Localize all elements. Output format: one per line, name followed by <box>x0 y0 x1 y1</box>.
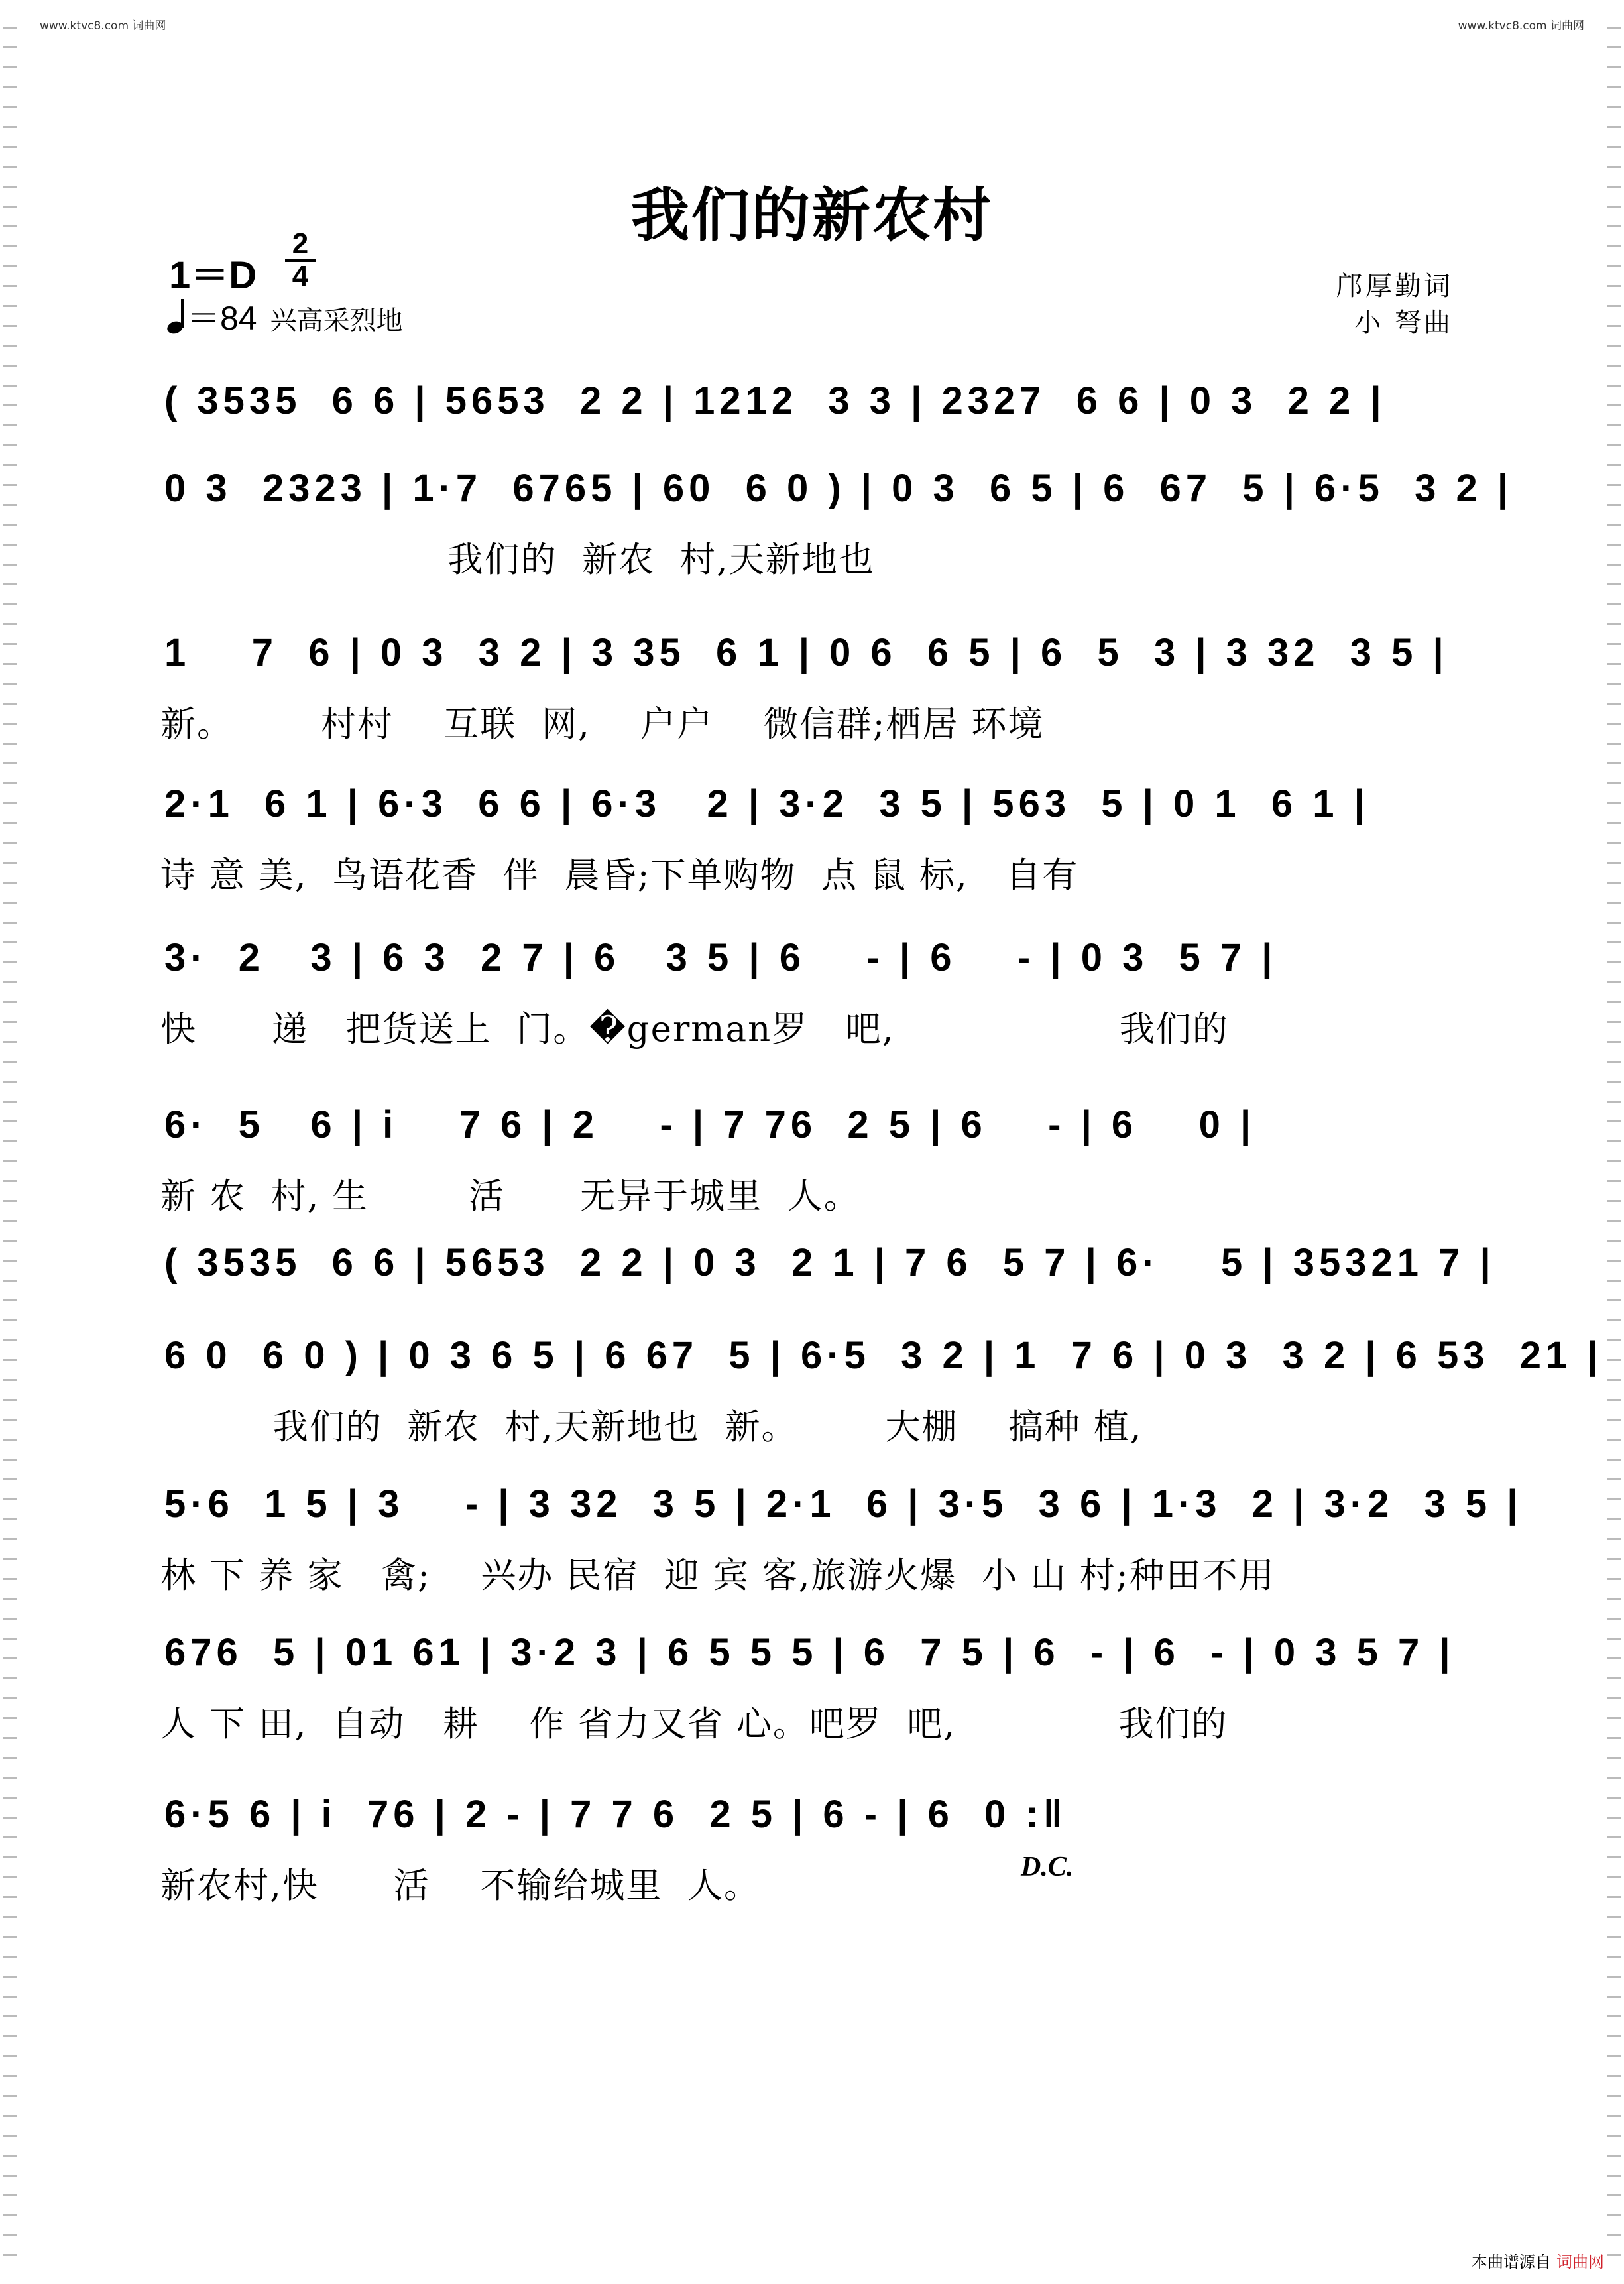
lyrics-line: 快 递 把货送上 门。�german罗 吧, 我们的 <box>160 1009 1229 1050</box>
composer-credit: 小 弩曲 <box>1354 308 1453 338</box>
tempo-marking <box>167 292 403 339</box>
footer-brand: 词曲网 <box>1556 2253 1604 2271</box>
watermark-right: www.ktvc8.com 词曲网 <box>1458 19 1584 32</box>
lyrics-line: 林 下 养 家 禽; 兴办 民宿 迎 宾 客,旅游火爆 小 山 村;种田不用 <box>160 1555 1275 1596</box>
left-edge-pattern <box>3 27 17 2257</box>
notes-line: 3· 2 3 | 6 3 2 7 | 6 3 5 | 6 - | 6 - | 0 3 5 7 | <box>164 936 1277 979</box>
notes-line: 5·6 1 5 | 3 - | 3 32 3 5 | 2·1 6 | 3·5 3 6 | 1·3 2 | 3·2 3 5 | <box>164 1482 1523 1526</box>
notes-line: 676 5 | 01 61 | 3·2 3 | 6 5 5 5 | 6 7 5 | 6 - | 6 - | 0 3 5 7 | <box>164 1631 1455 1674</box>
lyrics-line: 我们的 新农 村,天新地也 新。 大棚 搞种 植, <box>160 1407 1143 1447</box>
mood-marking: 兴高采烈地 <box>270 306 403 336</box>
key-signature: 1＝D <box>169 254 257 297</box>
notes-line: 6· 5 6 | i 7 6 | 2 - | 7 76 2 5 | 6 - | 6 0 | <box>164 1103 1256 1146</box>
lyrics-line: 新农村,快 活 不输给城里 人。 <box>160 1866 761 1906</box>
time-signature-bottom: 4 <box>292 260 309 292</box>
song-title: 我们的新农村 <box>630 181 993 249</box>
notes-line: 2·1 6 1 | 6·3 6 6 | 6·3 2 | 3·2 3 5 | 563 5 | 0 1 6 1 | <box>164 782 1369 825</box>
time-signature <box>285 227 316 292</box>
lyrics-line: 我们的 新农 村,天新地也 <box>160 540 875 580</box>
right-edge-pattern <box>1607 27 1621 2257</box>
notes-line: 1 7 6 | 0 3 3 2 | 3 35 6 1 | 0 6 6 5 | 6 5 3 | 3 32 3 5 | <box>164 631 1448 674</box>
notes-line: ( 3535 6 6 | 5653 2 2 | 1212 3 3 | 2327 6 6 | 0 3 2 2 | <box>164 379 1386 422</box>
da-capo-mark: D.C. <box>1021 1852 1074 1882</box>
notes-line: 6·5 6 | i 76 | 2 - | 7 7 6 2 5 | 6 - | 6 0 :‖ <box>164 1793 1067 1836</box>
lyricist-credit: 邝厚勤词 <box>1336 271 1453 302</box>
tempo-value: ＝84 <box>187 300 257 337</box>
footer-credit <box>1472 2249 1604 2272</box>
notes-line: 0 3 2323 | 1·7 6765 | 60 6 0 ) | 0 3 6 5 | 6 67 5 | 6·5 3 2 | <box>164 467 1513 510</box>
watermark-left: www.ktvc8.com 词曲网 <box>40 19 166 32</box>
footer-source: 本曲谱源自 <box>1472 2253 1551 2271</box>
time-signature-top: 2 <box>292 227 309 260</box>
notes-line: 6 0 6 0 ) | 0 3 6 5 | 6 67 5 | 6·5 3 2 | 1 7 6 | 0 3 3 2 | 6 53 21 | <box>164 1334 1603 1377</box>
lyrics-line: 人 下 田, 自动 耕 作 省力又省 心。吧罗 吧, 我们的 <box>160 1704 1228 1744</box>
lyrics-line: 新。 村村 互联 网, 户户 微信群;栖居 环境 <box>160 704 1045 745</box>
quarter-note-icon <box>167 299 187 333</box>
lyrics-line: 诗 意 美, 鸟语花香 伴 晨昏;下单购物 点 鼠 标, 自有 <box>160 855 1079 896</box>
lyrics-line: 新 农 村, 生 活 无异于城里 人。 <box>160 1176 860 1217</box>
notes-line: ( 3535 6 6 | 5653 2 2 | 0 3 2 1 | 7 6 5 7 | 6· 5 | 35321 7 | <box>164 1241 1495 1284</box>
